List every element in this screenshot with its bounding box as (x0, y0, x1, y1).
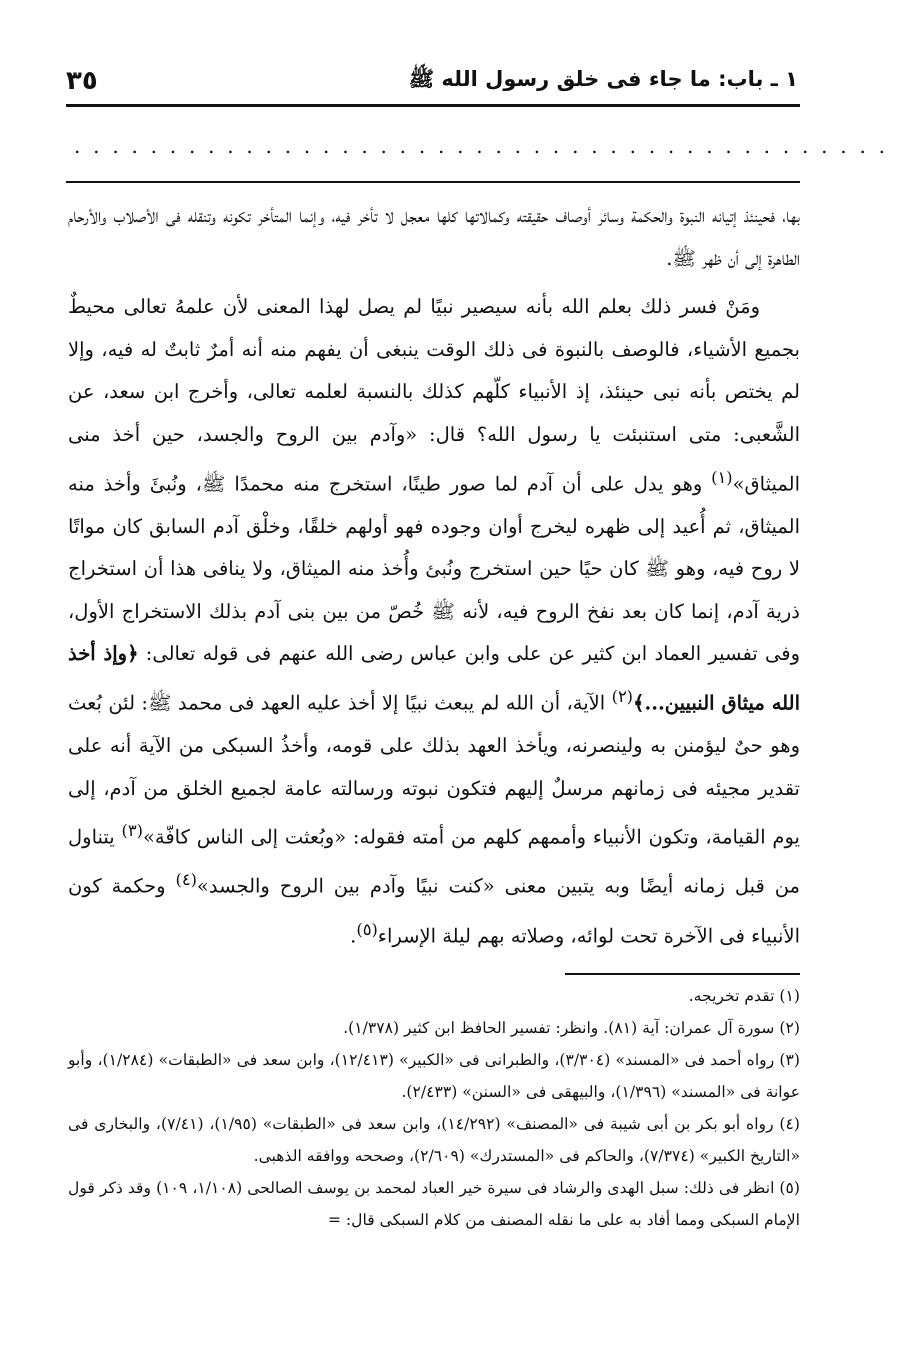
footnotes (68, 980, 800, 1236)
paragraph-2-part-b: وهو يدل على أن آدم لما صور طينًا، استخرج منه محمدًا ﷺ، ونُبئَ وأخذ منه الميثاق، ثم أُعيد إلى ظهره ليخرج أوان وجوده فهو أولهم خلقًا، وخلْق آدم السابق كان مواتًا لا روح فيه، وهو ﷺ كان حيًا حين استخرج ونُبئ وأُخذ منه الميثاق، ولا ينافى هذا أن استخراج ذرية آدم، إنما كان بعد نفخ الروح فيه، لأنه ﷺ خُصّ من بين بنى آدم بذلك الاستخراج الأول، وفى تفسير العماد ابن كثير عن على وابن عباس رضى الله عنهم فى قوله تعالى: (68, 472, 800, 666)
text-rule (66, 181, 800, 183)
paragraph-2-end: . (350, 924, 357, 947)
footnote-1: (١) تقدم تخريجه. (688, 987, 800, 1005)
running-header (66, 60, 798, 102)
paragraph-2-part-d: يتناول من قبل زمانه أيضًا وبه يتبين معنى «كنت نبيًا وآدم بين الروح والجسد» (68, 825, 801, 898)
footnote-ref-3: (٣) (121, 821, 143, 841)
chapter-title: ١ ـ باب: ما جاء فى خلق رسول الله ﷺ (408, 66, 798, 91)
quran-verse: ﴿وإذ أخذ الله ميثاق النبيين...﴾ (68, 642, 800, 715)
footnote-2: (٢) سورة آل عمران: آية (٨١). وانظر: تفسير الحافظ ابن كثير (١/٣٧٨). (343, 1019, 800, 1037)
header-rule (66, 104, 800, 107)
separator-dots: ........................................... (74, 134, 898, 158)
page-number: ٣٥ (66, 66, 98, 96)
paragraph-1: بها، فحينئذ إتيانه النبوة والحكمة وسائر أوصاف حقيقته وكمالاتها كلها معجل لا تأخر فيه، وإنما المتأخر تكونه وتنقله فى الأصلاب والأرحام الطاهرة إلى أن ظهر ﷺ. (68, 204, 800, 270)
paragraph-2 (68, 286, 800, 957)
footnote-4: (٤) رواه أبو بكر بن أبى شيبة فى «المصنف» (١٤/٢٩٢)، وابن سعد فى «الطبقات» (١/٩٥)، (٧/٤١)، والبخارى فى «التاريخ الكبير» (٧/٣٧٤)، والحاكم فى «المستدرك» (٢/٦٠٩)، وصححه ووافقه الذهبى. (68, 1115, 800, 1165)
footnote-ref-5: (٥) (356, 919, 378, 939)
footnote-5: (٥) انظر فى ذلك: سبل الهدى والرشاد فى سيرة خير العباد لمحمد بن يوسف الصالحى (١/١٠٨، ١٠٩) وقد ذكر قول الإمام السبكى ومما أفاد به على ما نقله المصنف من كلام السبكى قال: = (68, 1179, 800, 1229)
footnote-3: (٣) رواه أحمد فى «المسند» (٣/٣٠٤)، والطبرانى فى «الكبير» (١٢/٤١٣)، وابن سعد فى «الطبقات» (١/٢٨٤)، وأبو عوانة فى «المسند» (١/٣٩٦)، والبيهقى فى «السنن» (٢/٤٣٣). (68, 1051, 800, 1101)
paragraph-2-part-c: الآية، أن الله لم يبعث نبيًا إلا أخذ عليه العهد فى محمد ﷺ: لئن بُعث وهو حىٌ ليؤمنن به ولينصرنه، ويأخذ العهد بذلك على قومه، وأخذُ السبكى من الآية أنه على تقدير مجيئه فى زمانهم مرسلٌ إليهم فتكون نبوته ورسالته عامة لجميع الخلق من آدم، إلى يوم القيامة، وتكون الأنبياء وأممهم كلهم من أمته فقوله: «وبُعثت إلى الناس كافّة» (68, 691, 800, 849)
main-text (68, 195, 800, 958)
paragraph-2-part-e: وحكمة كون الأنبياء فى الآخرة تحت لوائه، وصلاته بهم ليلة الإسراء (68, 874, 800, 947)
footnote-ref-4: (٤) (175, 870, 197, 890)
footnote-ref-2: (٢) (611, 687, 634, 707)
footnote-rule (565, 973, 800, 975)
footnote-ref-1: (١) (711, 467, 733, 487)
paragraph-2-part-a: ومَنْ فسر ذلك بعلم الله بأنه سيصير نبيًا لم يصل لهذا المعنى لأن علمهُ تعالى محيطٌ بجميع الأشياء، فالوصف بالنبوة فى ذلك الوقت ينبغى أن يفهم منه أنه أمرٌ ثابتٌ له فيه، وإلا لم يختص بأنه نبى حينئذ، إذ الأنبياء كلّهم كذلك بالنسبة لعلمه تعالى، وأخرج ابن سعد، عن الشَّعبى: متى استنبئت يا رسول الله؟ قال: «وآدم بين الروح والجسد، حين أخذ منى الميثاق» (68, 295, 800, 496)
